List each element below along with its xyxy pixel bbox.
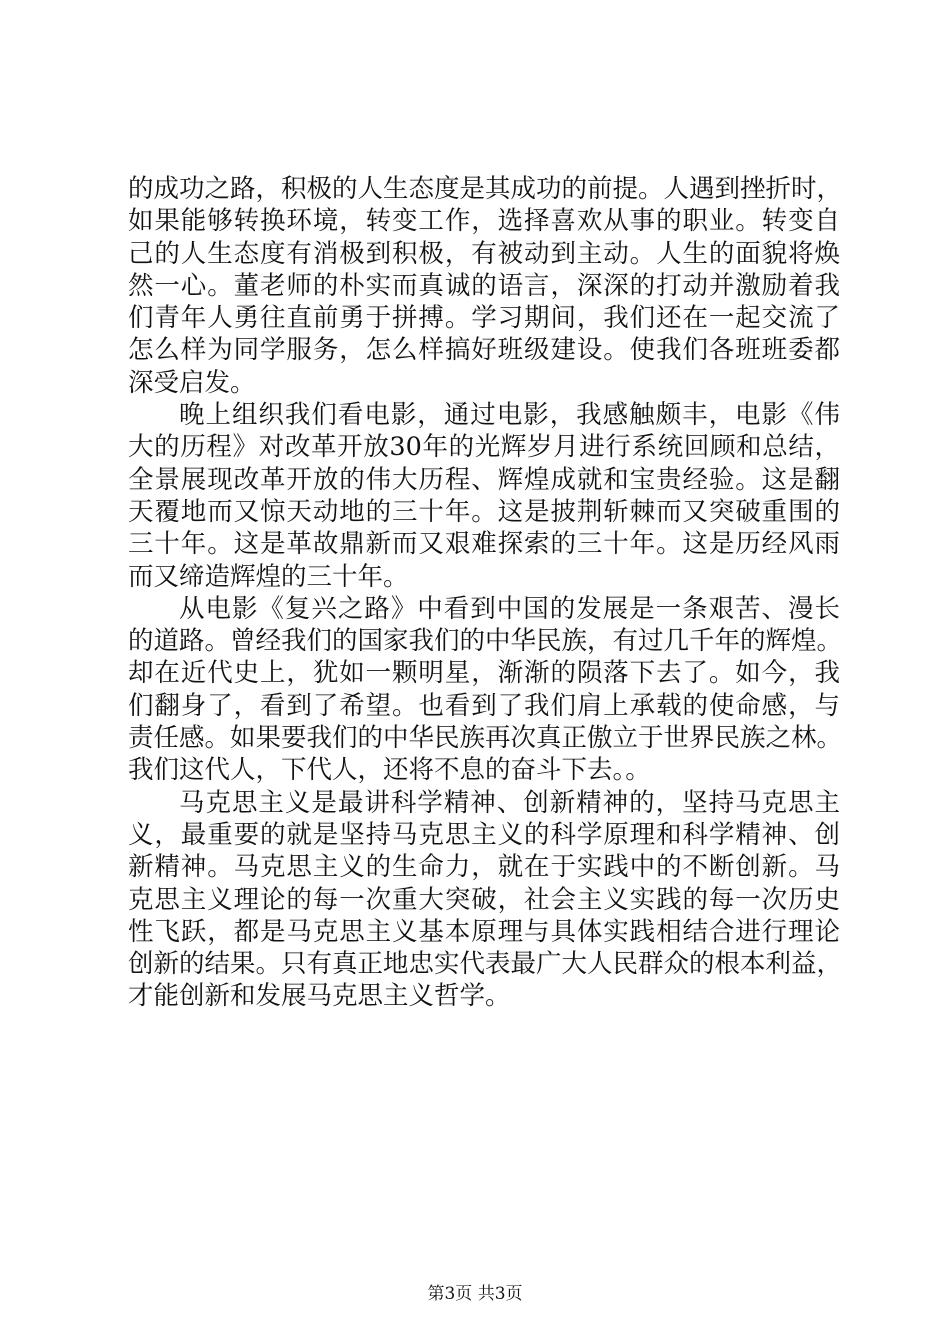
text-line: 的道路。曾经我们的国家我们的中华民族，有过几千年的辉煌。 — [128, 626, 843, 657]
text-line: 新精神。马克思主义的生命力，就在于实践中的不断创新。马 — [128, 852, 840, 883]
text-line: 天覆地而又惊天动地的三十年。这是披荆斩棘而又突破重围的 — [128, 496, 840, 527]
text-line: 才能创新和发展马克思主义哲学。 — [128, 981, 511, 1012]
text-line: 深受启发。 — [128, 367, 256, 398]
text-line: 三十年。这是革故鼎新而又艰难探索的三十年。这是历经风雨 — [128, 529, 840, 560]
text-line: 己的人生态度有消极到积极，有被动到主动。人生的面貌将焕 — [128, 238, 840, 269]
text-line: 克思主义理论的每一次重大突破，社会主义实践的每一次历史 — [128, 884, 840, 915]
text-line: 的成功之路，积极的人生态度是其成功的前提。人遇到挫折时， — [128, 174, 843, 204]
text-line: 们青年人勇往直前勇于拼搏。学习期间，我们还在一起交流了 — [128, 303, 840, 334]
text-line: 而又缔造辉煌的三十年。 — [128, 561, 409, 592]
text-line: 大的历程》对改革开放30年的光辉岁月进行系统回顾和总结， — [128, 432, 840, 463]
text-line: 们翻身了，看到了希望。也看到了我们肩上承载的使命感，与 — [128, 690, 840, 721]
text-line: 创新的结果。只有真正地忠实代表最广大人民群众的根本利益， — [128, 949, 843, 980]
text-line: 义，最重要的就是坚持马克思主义的科学原理和科学精神、创 — [128, 819, 840, 850]
paragraph-first-line: 从电影《复兴之路》中看到中国的发展是一条艰苦、漫长 — [179, 593, 840, 624]
text-line: 全景展现改革开放的伟大历程、辉煌成就和宝贵经验。这是翻 — [128, 464, 840, 495]
page-number-footer: 第3页 共3页 — [427, 1284, 523, 1304]
text-line: 如果能够转换环境，转变工作，选择喜欢从事的职业。转变自 — [128, 206, 840, 237]
text-line: 我们这代人，下代人，还将不息的奋斗下去。。 — [128, 755, 651, 786]
text-line: 怎么样为同学服务，怎么样搞好班级建设。使我们各班班委都 — [128, 335, 840, 366]
text-line: 责任感。如果要我们的中华民族再次真正傲立于世界民族之林。 — [128, 723, 843, 754]
paragraph-first-line: 晚上组织我们看电影，通过电影，我感触颇丰，电影《伟 — [179, 400, 840, 431]
text-line: 然一心。董老师的朴实而真诚的语言，深深的打动并激励着我 — [128, 270, 840, 301]
text-line: 性飞跃，都是马克思主义基本原理与具体实践相结合进行理论 — [128, 916, 840, 947]
document-body — [128, 173, 843, 1013]
paragraph-first-line: 马克思主义是最讲科学精神、创新精神的，坚持马克思主 — [179, 787, 840, 818]
text-line: 却在近代史上，犹如一颗明星，渐渐的陨落下去了。如今，我 — [128, 658, 840, 689]
